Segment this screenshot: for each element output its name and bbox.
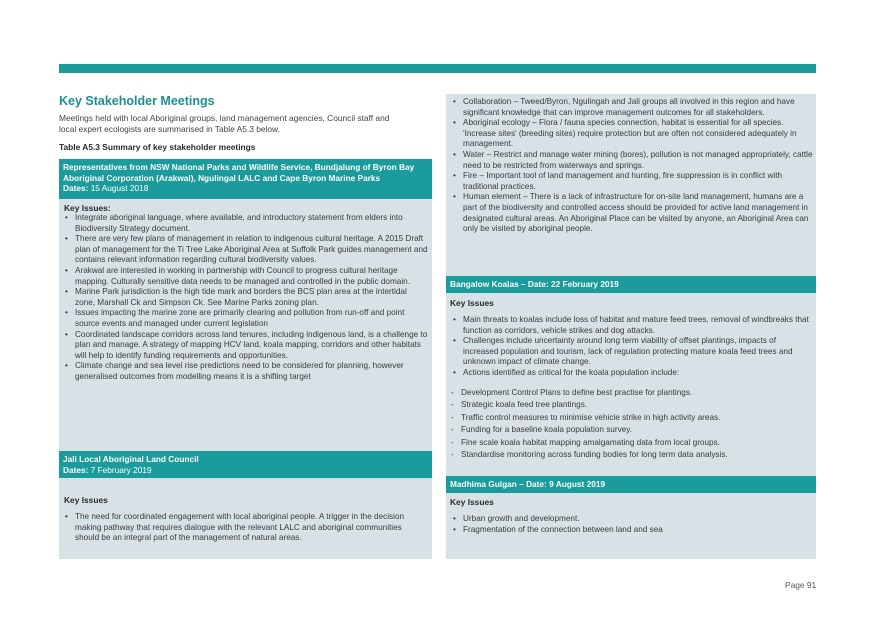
meeting-1-issues-heading: Key Issues: — [64, 203, 111, 213]
meeting-2-issues-heading: Key Issues — [64, 495, 108, 505]
meeting-2-header — [59, 451, 432, 478]
list-item: • Issues impacting the marine zone are primarily clearing and pollution from run-off and point source events and managed under current legislation — [65, 308, 428, 329]
meeting-3-issues-heading: Key Issues — [450, 298, 494, 308]
meeting-2-date-line — [63, 465, 428, 476]
list-item: - Strategic koala feed tree plantings. — [450, 399, 810, 411]
meeting-1-date-label: Dates: — [63, 183, 89, 193]
list-item: • Urban growth and development. — [453, 514, 813, 525]
list-item: • Collaboration – Tweed/Byron, Ngulingah and Jali groups all involved in this region and have significant knowledge that can improve management outcomes for all stakeholders. — [453, 97, 813, 118]
list-item: - Standardise monitoring across funding bodies for long term data analysis. — [450, 449, 810, 461]
meeting-2-date-label: Dates: — [63, 464, 89, 475]
list-item: - Funding for a baseline koala population survey. — [450, 424, 810, 436]
meeting-3-header: Bangalow Koalas – Date: 22 February 2019 — [446, 276, 816, 293]
meeting-2-title: Jali Local Aboriginal Land Council — [63, 454, 199, 464]
list-item: - Development Control Plans to define best practise for plantings. — [450, 387, 810, 399]
meeting-4-header: Madhima Gulgan – Date: 9 August 2019 — [446, 476, 816, 493]
list-item: • Coordinated landscape corridors across land tenures, including indigenous land, is a challenge to plan and manage. A strategy of mapping HCV land, koala mapping, corridors and other habitats will help to identify funding requirements and opportunities. — [65, 330, 428, 362]
list-item: • Human element – There is a lack of infrastructure for on-site land management, humans are a part of the biodiversity and controlled access should be provided for active land management in designated cultural areas. An Aboriginal Place can be visited by anyone, an Aboriginal Area can only be visited by aboriginal people. — [453, 192, 813, 234]
meeting-1-title: Representatives from NSW National Parks and Wildlife Service, Bundjalung of Byron Bay Aboriginal Corporation (Arakwal), Ngulingal LALC and Cape Byron Marine Parks — [63, 162, 415, 183]
page-number: Page 91 — [785, 580, 817, 590]
meeting-3-issue-list — [453, 315, 813, 379]
meeting-2-date: 7 February 2019 — [90, 464, 152, 475]
list-item: • Aboriginal ecology – Flora / fauna species connection, habitat is essential for all species. 'Increase sites' (breeding sites) require protection but are often not considered adequately in management. — [453, 118, 813, 150]
meeting-1-issue-list — [65, 213, 428, 383]
list-item: • The need for coordinated engagement with local aboriginal people. A trigger in the decision making pathway that requires dialogue with the relevant LALC and aboriginal communities should be an integral part of the management of natural areas. — [65, 512, 425, 544]
meeting-4-issue-list — [453, 514, 813, 535]
meeting-2-issue-list — [65, 512, 425, 544]
page-title: Key Stakeholder Meetings — [59, 94, 215, 108]
list-item: • Fragmentation of the connection between land and sea — [453, 525, 813, 536]
list-item: • Marine Park jurisdiction is the high tide mark and borders the BCS plan area at the intertidal zone, Marshall Ck and Simpson Ck. See Marine Parks zoning plan. — [65, 287, 428, 308]
list-item: • Water – Restrict and manage water mining (bores), pollution is not managed appropriately, cattle need to be restricted from waterways and springs. — [453, 150, 813, 171]
list-item: • Main threats to koalas include loss of habitat and mature feed trees, removal of windbreaks that function as corridors, vehicle strikes and dog attacks. — [453, 315, 813, 336]
meeting-3-action-list — [450, 387, 810, 461]
meeting-1-continued-list — [453, 97, 813, 235]
meeting-4-issues-heading: Key Issues — [450, 497, 494, 507]
meeting-1-header — [59, 159, 432, 199]
list-item: • Fire – Important tool of land management and hunting, fire suppression is in conflict with traditional practices. — [453, 171, 813, 192]
meeting-1-date-line — [63, 183, 428, 194]
list-item: • Climate change and sea level rise predictions need to be considered for planning, however generalised outcomes from modelling means it is a shifting target — [65, 361, 428, 382]
list-item: • Integrate aboriginal language, where available, and introductory statement from elders into Biodiversity Strategy document. — [65, 213, 428, 234]
table-caption: Table A5.3 Summary of key stakeholder meetings — [59, 142, 256, 152]
list-item: • Challenges include uncertainty around long term viability of offset plantings, impacts of increased population and tourism, lack of regulation protecting mature koala feed trees and unknown impact of climate change. — [453, 336, 813, 368]
list-item: - Fine scale koala habitat mapping amalgamating data from local groups. — [450, 437, 810, 449]
list-item: • Actions identified as critical for the koala population include: — [453, 368, 813, 379]
list-item: - Traffic control measures to minimise vehicle strike in high activity areas. — [450, 412, 810, 424]
meeting-1-date: 15 August 2018 — [90, 183, 149, 193]
intro-paragraph: Meetings held with local Aboriginal groups, land management agencies, Council staff and local expert ecologists are summarised in Table A5.3 below. — [59, 113, 390, 134]
list-item: • There are very few plans of management in relation to indigenous cultural heritage. A 2015 Draft plan of management for the Ti Tree Lake Aboriginal Area at Suffolk Park guides management and contains relevant information regarding cultural biodiversity values. — [65, 234, 428, 266]
list-item: • Arakwal are interested in working in partnership with Council to progress cultural heritage mapping. Culturally sensitive data needs to be managed and controlled in the public domain. — [65, 266, 428, 287]
top-accent-bar — [59, 64, 816, 73]
